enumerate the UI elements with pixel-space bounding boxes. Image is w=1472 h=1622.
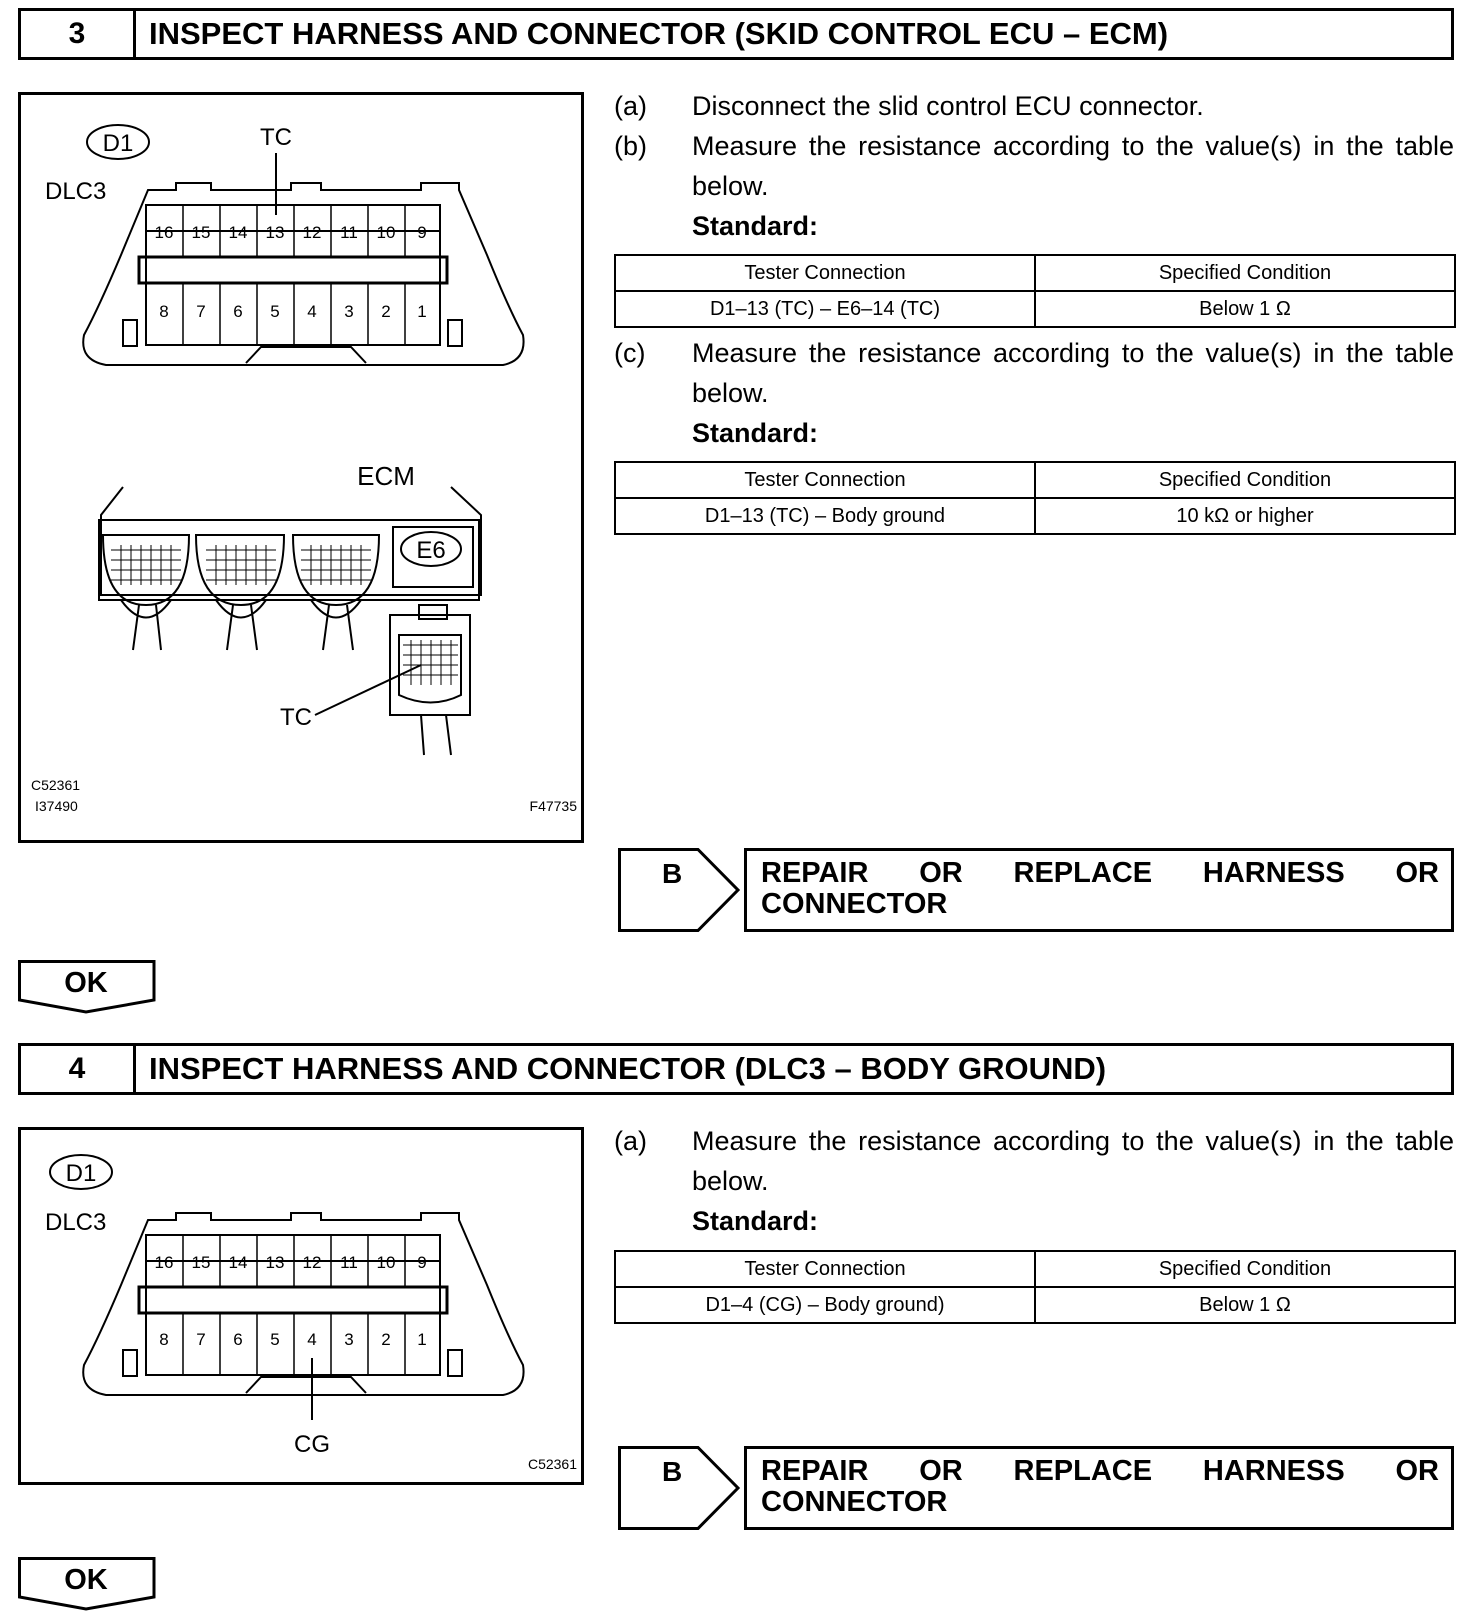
procedure-item [614,86,1454,126]
step-3-header [18,8,1454,60]
dlc-code-label: D1 [102,130,134,157]
procedure-text: Measure the resistance according to the value(s) in the table below. [692,1126,1454,1196]
table-header: Specified Condition [1035,1251,1455,1287]
spec-table [614,461,1456,535]
table-cell: D1–13 (TC) – E6–14 (TC) [615,291,1035,327]
result-word: OR [1395,857,1439,889]
pin-label: 14 [228,1253,248,1272]
dlc3-ecm-diagram [21,95,587,846]
pin-label: 6 [233,302,243,321]
step-3-ok-tag [18,960,158,1014]
standard-label: Standard: [692,211,819,241]
procedure-letter: (c) [614,338,646,368]
step-4-figure [18,1127,584,1485]
spec-table [614,1250,1456,1324]
ng-arrow-tag [618,1446,748,1530]
dlc-code-label: D1 [65,1160,97,1187]
ng-arrow-tag [618,848,748,932]
figure-ref: F47735 [529,798,577,814]
result-word: REPAIR [761,1455,869,1487]
standard-label: Standard: [692,1206,819,1236]
pin-label: 14 [228,223,248,242]
table-header: Specified Condition [1035,462,1455,498]
pin-label: 1 [417,302,427,321]
pin-label: 11 [340,1253,358,1272]
result-word: HARNESS [1202,857,1345,889]
figure-ref: C52361 [31,777,81,793]
pin-label: 5 [270,1330,280,1349]
table-header: Tester Connection [615,255,1035,291]
pin-label: 8 [159,302,169,321]
result-word: REPAIR [761,857,869,889]
result-word: OR [919,857,963,889]
pin-label: 15 [191,223,211,242]
pin-label: 7 [196,1330,206,1349]
pin-label: 10 [376,223,396,242]
pin-label: 11 [340,223,358,242]
standard-label: Standard: [692,418,819,448]
procedure-item [614,126,1454,206]
step-3-procedures-1 [614,86,1454,246]
pin-label: 9 [417,223,427,242]
result-word: REPLACE [1013,857,1153,889]
result-word: REPLACE [1013,1455,1153,1487]
step-number: 3 [21,11,136,57]
pin-label: 4 [307,302,317,321]
ok-label: OK [64,967,108,999]
pin-label: 16 [154,223,174,242]
ecm-name-label: ECM [357,461,415,491]
procedure-text: Measure the resistance according to the value(s) in the table below. [692,338,1454,408]
table-header: Specified Condition [1035,255,1455,291]
result-line2: CONNECTOR [761,888,948,920]
pin-label: 3 [344,1330,354,1349]
pin-label: 12 [302,223,322,242]
dlc-name-label: DLC3 [45,1209,107,1236]
step-3-ng-result [618,848,1454,932]
procedure-item [614,333,1454,413]
step-4-procedures [614,1121,1454,1241]
pin-label: 3 [344,302,354,321]
spec-table [614,254,1456,328]
pin-label: 15 [191,1253,211,1272]
result-line2: CONNECTOR [761,1486,948,1518]
procedure-text: Disconnect the slid control ECU connector. [692,91,1204,121]
figure-ref: C52361 [527,1456,577,1472]
procedure-letter: (a) [614,1126,647,1156]
table-cell: D1–13 (TC) – Body ground [615,498,1035,534]
result-action [744,1446,1454,1530]
figure-ref: I37490 [35,798,78,814]
pin-label: 7 [196,302,206,321]
table-cell: D1–4 (CG) – Body ground) [615,1287,1035,1323]
pin-label: 2 [381,1330,391,1349]
pin-label: 12 [302,1253,322,1272]
pin-label: 9 [417,1253,427,1272]
ecm-callout-label: TC [280,704,312,731]
ecm-code-label: E6 [416,537,446,564]
dlc3-diagram [21,1130,587,1488]
step-4-header [18,1043,1454,1095]
pin-label: 13 [265,223,285,242]
pin-label: 8 [159,1330,169,1349]
pin-label: 13 [265,1253,285,1272]
result-letter: B [662,1456,683,1487]
dlc-callout-label: CG [294,1431,330,1458]
pin-label: 4 [307,1330,317,1349]
pin-label: 6 [233,1330,243,1349]
step-4-ok-tag [18,1557,158,1611]
procedure-item [614,1121,1454,1201]
procedure-text: Measure the resistance according to the value(s) in the table below. [692,131,1454,201]
procedure-letter: (a) [614,91,647,121]
result-word: OR [1395,1455,1439,1487]
result-action [744,848,1454,932]
table-cell: Below 1 Ω [1035,291,1455,327]
step-number: 4 [21,1046,136,1092]
table-header: Tester Connection [615,462,1035,498]
step-3-figure [18,92,584,843]
dlc-name-label: DLC3 [45,178,107,205]
pin-label: 1 [417,1330,427,1349]
procedure-letter: (b) [614,131,647,161]
step-title: INSPECT HARNESS AND CONNECTOR (DLC3 – BODY GROUND) [149,1051,1107,1086]
table-cell: 10 kΩ or higher [1035,498,1455,534]
pin-label: 10 [376,1253,396,1272]
pin-label: 5 [270,302,280,321]
dlc-callout-label: TC [260,124,292,151]
step-4-ng-result [618,1446,1454,1530]
step-3-procedures-2 [614,333,1454,453]
step-title: INSPECT HARNESS AND CONNECTOR (SKID CONTROL ECU – ECM) [149,16,1169,51]
table-header: Tester Connection [615,1251,1035,1287]
ok-label: OK [64,1564,108,1596]
result-word: HARNESS [1202,1455,1345,1487]
table-cell: Below 1 Ω [1035,1287,1455,1323]
pin-label: 16 [154,1253,174,1272]
result-word: OR [919,1455,963,1487]
pin-label: 2 [381,302,391,321]
result-letter: B [662,858,683,889]
